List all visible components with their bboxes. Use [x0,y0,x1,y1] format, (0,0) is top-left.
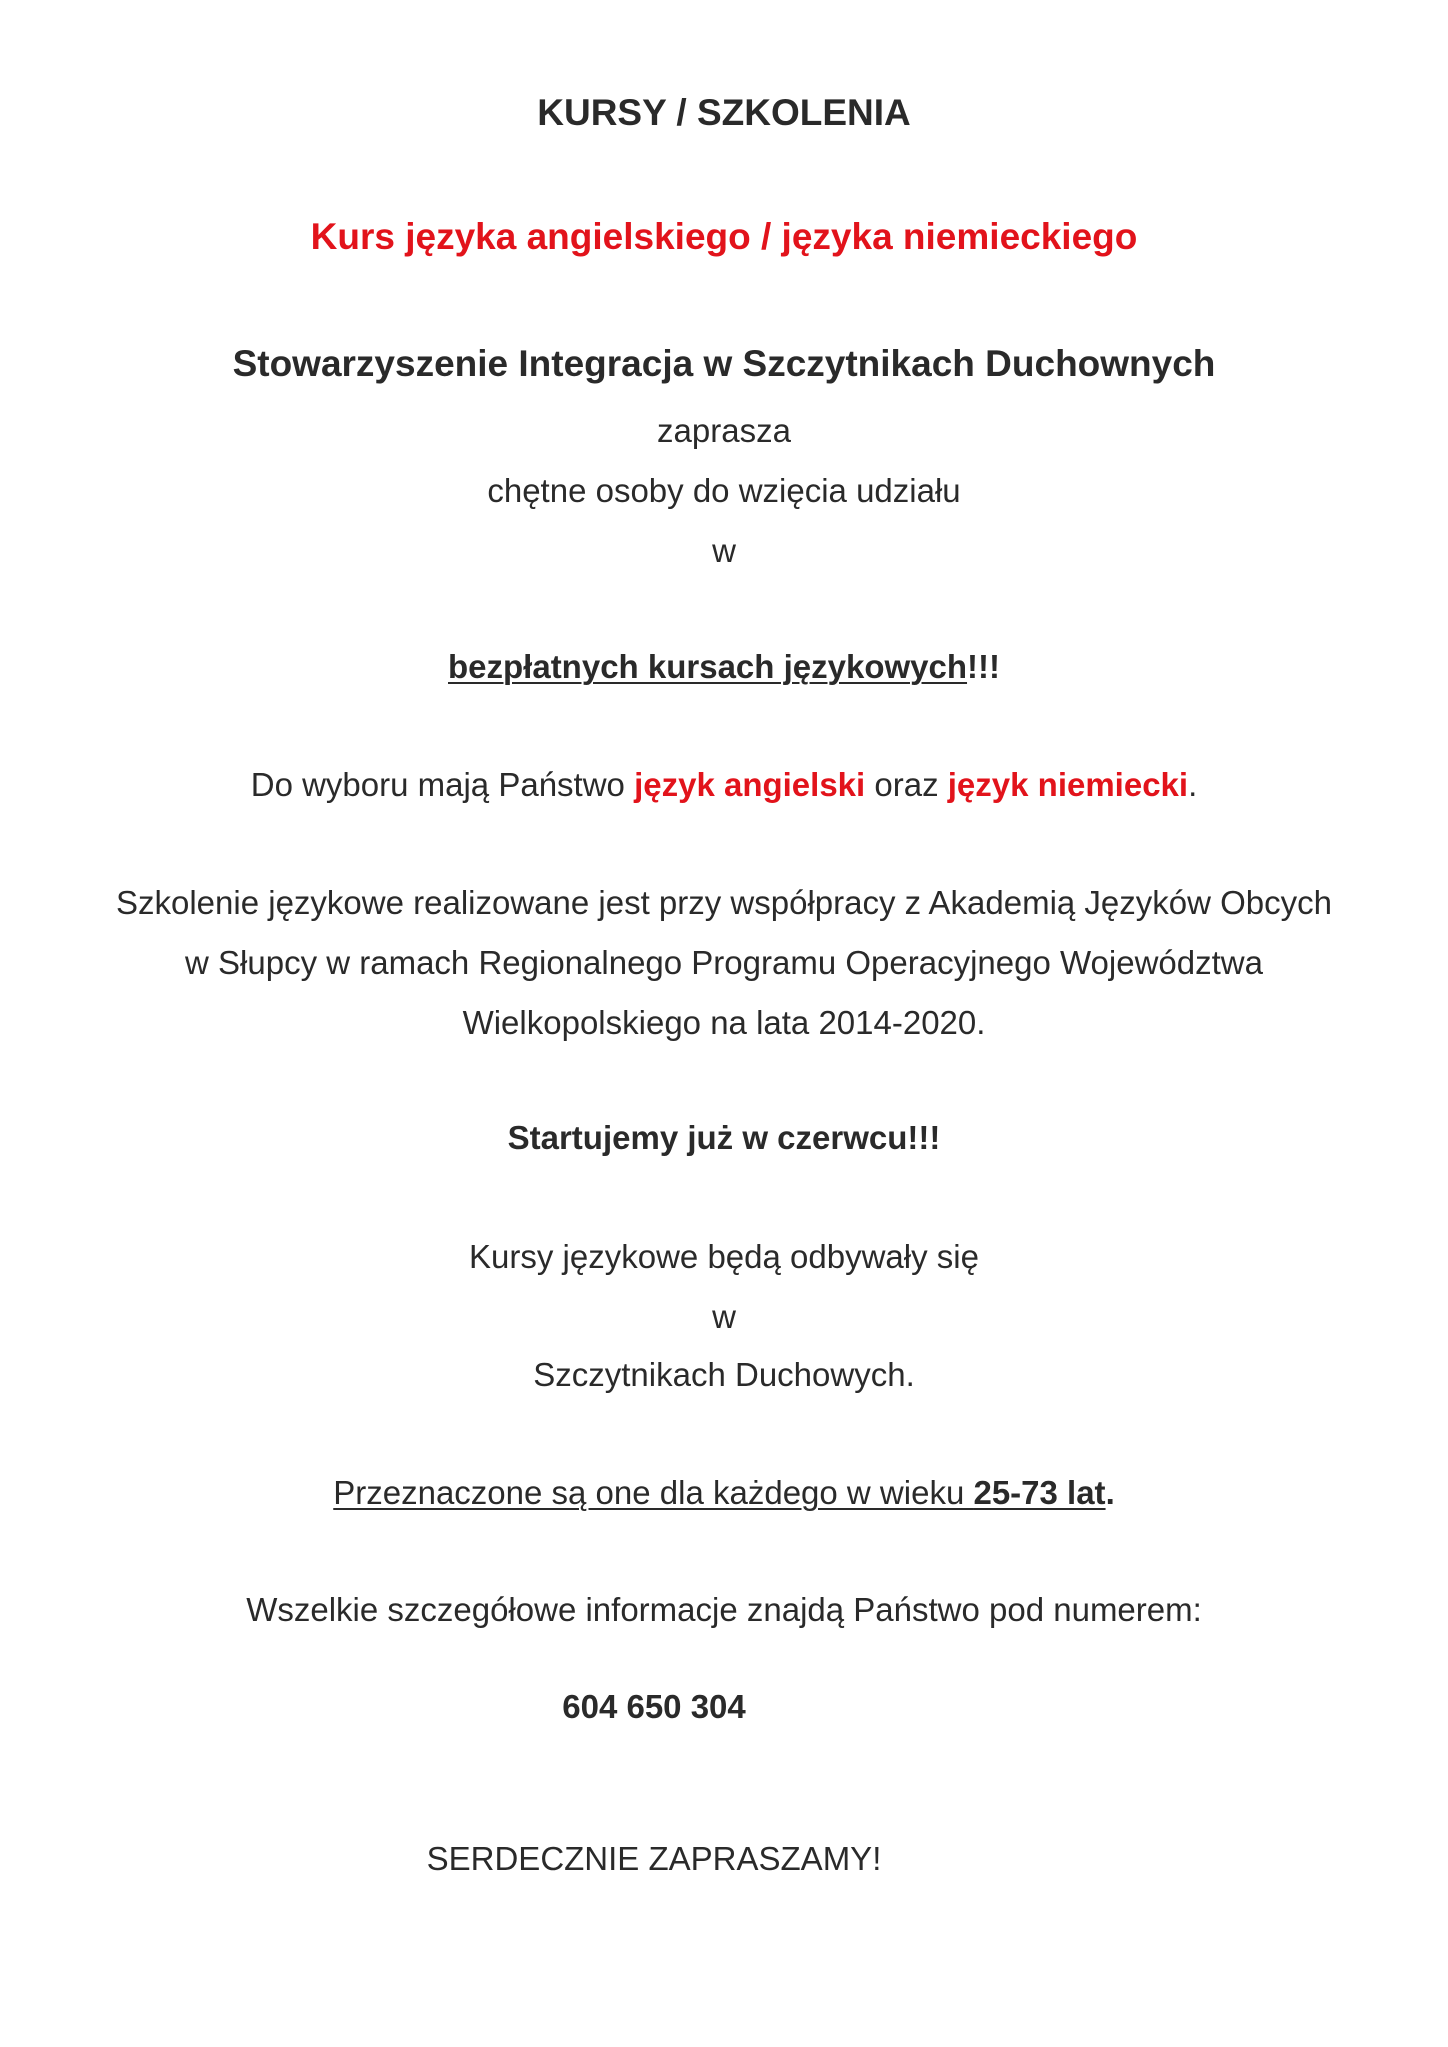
choice-prefix: Do wyboru mają Państwo [250,766,635,803]
program-line-3: Wielkopolskiego na lata 2014-2020. [462,1004,986,1041]
free-courses-underlined: bezpłatnych kursach językowych [448,648,968,685]
audience-line [0,1476,1448,1509]
audience-suffix: . [1105,1474,1115,1511]
invite-text: zaprasza [657,412,791,449]
location-line-1: Kursy językowe będą odbywały się [469,1238,979,1275]
location-line-2: w [712,1298,736,1335]
course-subtitle: Kurs języka angielskiego / języka niemieckiego [310,216,1138,257]
free-courses-suffix: !!! [967,648,1000,685]
closing-text: SERDECZNIE ZAPRASZAMY! [426,1840,882,1877]
location-line-3: Szczytnikach Duchowych. [533,1356,915,1393]
audience-underlined [333,1474,1105,1511]
invite-text-2: chętne osoby do wzięcia udziału [487,472,961,509]
program-line-1: Szkolenie językowe realizowane jest przy współpracy z Akademią Języków Obcych [115,884,1333,921]
phone-number: 604 650 304 [562,1688,746,1725]
program-line-2: w Słupcy w ramach Regionalnego Programu Operacyjnego Województwa [185,944,1263,981]
free-courses-line [0,650,1448,683]
audience-age: 25-73 lat [973,1474,1106,1511]
choice-middle: oraz [865,766,948,803]
invite-text-3: w [712,532,736,569]
language-german: język niemiecki [947,766,1189,803]
audience-prefix: Przeznaczone są one dla każdego w wieku [333,1474,974,1511]
page-title: KURSY / SZKOLENIA [537,92,911,133]
language-english: język angielski [634,766,866,803]
organization-name: Stowarzyszenie Integracja w Szczytnikach Duchownych [232,343,1216,384]
language-choice-line [0,768,1448,801]
start-announcement: Startujemy już w czerwcu!!! [507,1119,941,1156]
contact-info: Wszelkie szczegółowe informacje znajdą Państwo pod numerem: [246,1591,1202,1628]
choice-suffix: . [1188,766,1198,803]
